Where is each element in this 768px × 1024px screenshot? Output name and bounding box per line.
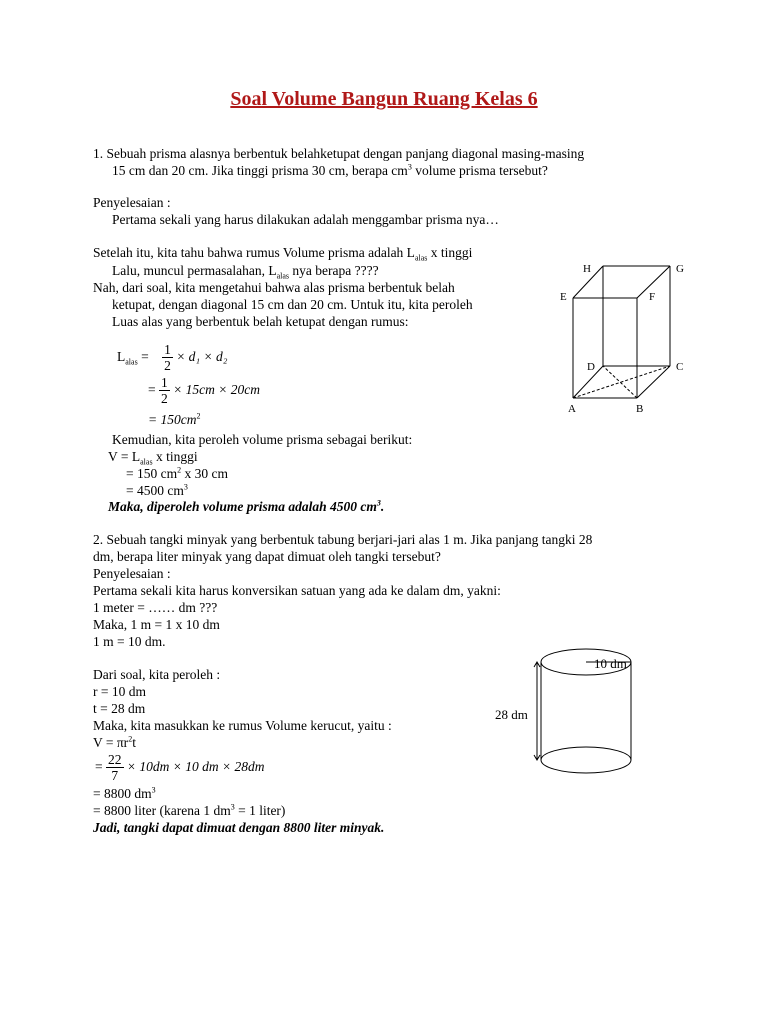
formula-lalas: L [117, 349, 126, 364]
formula-frac2 [159, 375, 170, 406]
q2-calc-frac [106, 752, 124, 783]
q1-v2-a: = 150 cm [126, 466, 178, 481]
vertex-label-f: F [649, 291, 656, 303]
q1-line2-sup: 3 [407, 162, 412, 172]
q2-penyelesaian: Penyelesaian : [93, 566, 171, 581]
q1-v2 [126, 466, 228, 482]
q1-v3 [126, 483, 188, 499]
cylinder-bottom [541, 747, 631, 773]
formula-frac1 [162, 342, 173, 373]
q2-res2-a: = 8800 liter (karena 1 dm [93, 803, 231, 818]
vertex-label-b: B [636, 403, 644, 415]
vertex-label-h: H [583, 263, 591, 275]
q2-res2-b: = 1 liter) [234, 803, 286, 818]
q2-res2 [93, 803, 285, 819]
q1-nah3: Luas alas yang berbentuk belah ketupat dengan rumus: [112, 314, 409, 329]
q2-konversi: Pertama sekali kita harus konversikan satuan yang ada ke dalam dm, yakni: [93, 583, 501, 598]
formula-line1 [117, 342, 227, 373]
q1-line2-a: 15 cm dan 20 cm. Jika tinggi prisma 30 cm, berapa cm [112, 163, 408, 178]
q1-maka-sup: 3 [376, 498, 381, 508]
q1-v2-b: x 30 cm [181, 466, 228, 481]
formula-eq2: = [148, 382, 156, 397]
q1-lalu-b: nya berapa ???? [289, 263, 379, 278]
prism-diagram [555, 258, 695, 418]
q1-v1-sub: alas [140, 457, 153, 467]
formula-line3 [148, 412, 200, 428]
q1-line1: 1. Sebuah prisma alasnya berbentuk belahketupat dengan panjang diagonal masing-masing [93, 146, 585, 161]
vertex-label-d: D [587, 361, 595, 373]
q2-masukkan: Maka, kita masukkan ke rumus Volume kerucut, yaitu : [93, 718, 392, 733]
q2-res1-a: = 8800 dm [93, 786, 152, 801]
radius-label: 10 dm [594, 656, 627, 671]
formula-eq1: = [137, 349, 149, 364]
q2-t: t = 28 dm [93, 701, 146, 716]
q1-rumus-sub: alas [414, 253, 428, 263]
q1-line2-b: volume prisma tersebut? [411, 163, 548, 178]
q1-v3-a: = 4500 cm [126, 483, 184, 498]
q2-line1: 2. Sebuah tangki minyak yang berbentuk tabung berjari-jari alas 1 m. Jika panjang tangki 28 [93, 532, 593, 547]
vertex-label-c: C [676, 361, 684, 373]
q2-conclusion: Jadi, tangki dapat dimuat dengan 8800 liter minyak. [93, 820, 385, 835]
q2-vform-sup: 2 [128, 734, 133, 744]
q1-kemudian: Kemudian, kita peroleh volume prisma sebagai berikut: [112, 432, 413, 447]
q1-rumus-a: Setelah itu, kita tahu bahwa rumus Volume prisma adalah L [93, 245, 415, 260]
page-title: Soal Volume Bangun Ruang Kelas 6 [230, 88, 538, 110]
q1-penyelesaian: Penyelesaian : [93, 195, 171, 210]
q1-v2-sup: 2 [177, 465, 182, 475]
q2-m10: 1 m = 10 dm. [93, 634, 166, 649]
q1-maka-a: Maka, diperoleh volume prisma adalah 4500 cm [108, 499, 377, 514]
q1-conclusion [108, 499, 384, 515]
q1-rumus-b: x tinggi [427, 245, 473, 260]
q2-calc-rest: × 10dm × 10 dm × 28dm [126, 759, 265, 774]
q2-r: r = 10 dm [93, 684, 146, 699]
q2-calc [95, 752, 264, 783]
q1-nah2: ketupat, dengan diagonal 15 cm dan 20 cm. Untuk itu, kita peroleh [112, 297, 473, 312]
q2-vform [93, 735, 136, 751]
edge-bc [637, 366, 670, 398]
q2-meter: 1 meter = …… dm ??? [93, 600, 218, 615]
q1-line2 [112, 163, 548, 179]
formula-line2 [148, 375, 260, 406]
q1-lalu-a: Lalu, muncul permasalahan, L [112, 263, 277, 278]
q2-vform-b: t [132, 735, 136, 750]
q1-step1: Pertama sekali yang harus dilakukan adalah menggambar prisma nya… [112, 212, 499, 227]
q2-res1-sup: 3 [151, 785, 156, 795]
q1-maka-b: . [380, 499, 385, 514]
q2-line2: dm, berapa liter minyak yang dapat dimuat oleh tangki tersebut? [93, 549, 441, 564]
q1-v1-b: x tinggi [152, 449, 198, 464]
q1-lalu-sub: alas [276, 271, 290, 281]
q1-nah1: Nah, dari soal, kita mengetahui bahwa alas prisma berbentuk belah [93, 280, 455, 295]
vertex-label-g: G [676, 263, 684, 275]
formula-frac1-num: 1 [164, 342, 171, 358]
q2-res1 [93, 786, 156, 802]
q2-dari: Dari soal, kita peroleh : [93, 667, 221, 682]
diagonal-bd [603, 366, 637, 398]
cylinder-diagram [490, 645, 650, 785]
q1-v1-a: V = L [108, 449, 141, 464]
q2-calc-num: 22 [108, 752, 122, 768]
formula-frac2-den: 2 [161, 391, 168, 407]
formula-result-sup: 2 [196, 411, 201, 421]
vertex-label-a: A [568, 403, 576, 415]
height-label: 28 dm [495, 707, 528, 722]
formula-frac2-num: 1 [161, 375, 168, 391]
vertex-label-e: E [560, 291, 567, 303]
formula-result: = 150cm [148, 412, 197, 427]
q1-rumus [93, 245, 472, 261]
q1-v1 [108, 449, 198, 465]
q1-v3-sup: 3 [183, 482, 188, 492]
formula-lalas-sub: alas [125, 357, 138, 367]
q2-calc-den: 7 [111, 768, 119, 784]
q2-res2-sup: 3 [230, 802, 235, 812]
formula-rest1: × d₁ × d₂ [176, 349, 228, 364]
q2-calc-eq: = [95, 759, 103, 774]
formula-frac1-den: 2 [164, 358, 171, 374]
q1-lalu [112, 263, 379, 279]
q2-maka: Maka, 1 m = 1 x 10 dm [93, 617, 220, 632]
q2-vform-a: V = πr [93, 735, 129, 750]
formula-rest2: × 15cm × 20cm [173, 382, 260, 397]
